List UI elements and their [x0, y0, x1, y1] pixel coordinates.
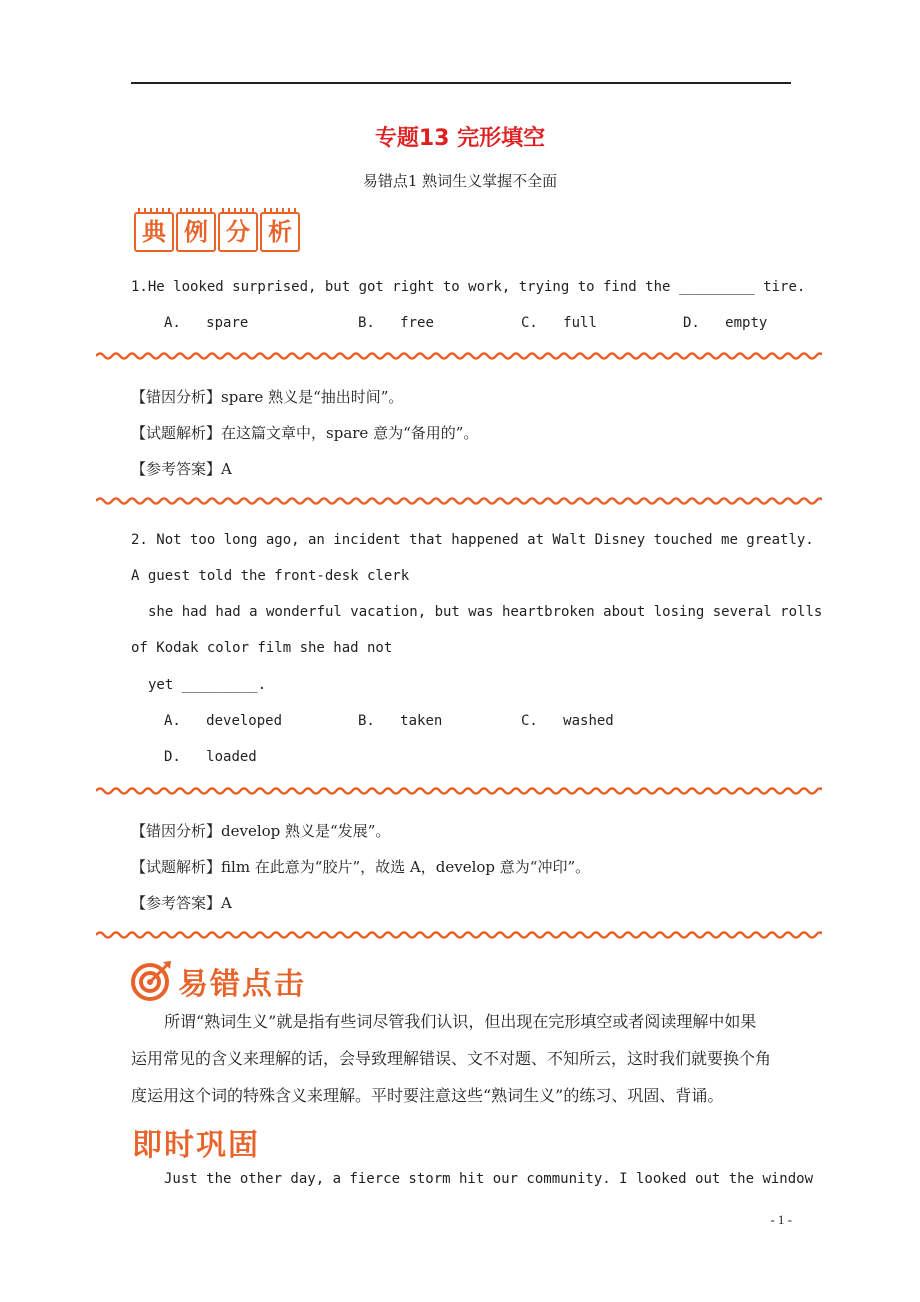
question-2-line: 2. Not too long ago, an incident that happened at Walt Disney touched me greatly. — [131, 532, 814, 548]
option-text: developed — [206, 713, 283, 729]
option-text: spare — [206, 315, 249, 331]
wavy-divider — [96, 350, 822, 362]
option-text: empty — [725, 315, 768, 331]
tips-line: 运用常见的含义来理解的话，会导致理解错误、文不对题、不知所云，这时我们就要换个角 — [131, 1049, 772, 1068]
analysis-text: film 在此意为“胶片”，故选 A，develop 意为“冲印”。 — [221, 858, 591, 876]
question-2-line: A guest told the front-desk clerk — [131, 568, 410, 584]
q2-option-b — [358, 713, 442, 729]
analysis-label: 【参考答案】 — [131, 894, 222, 912]
option-letter: B. — [358, 713, 375, 729]
q2-option-a — [164, 713, 282, 729]
wavy-divider — [96, 495, 822, 507]
analysis-text: spare 熟义是“抽出时间”。 — [221, 388, 404, 406]
option-letter: C. — [521, 315, 538, 331]
q2-answer — [131, 892, 232, 913]
q2-analysis-reason — [131, 820, 390, 841]
question-2-line: of Kodak color film she had not — [131, 640, 393, 656]
option-letter: A. — [164, 713, 181, 729]
question-1-stem: 1.He looked surprised, but got right to work, trying to find the _________ tire. — [131, 279, 806, 295]
q1-option-b — [358, 315, 434, 331]
question-2-line: she had had a wonderful vacation, but was heartbroken about losing several rolls — [148, 604, 823, 620]
practice-line: Just the other day, a fierce storm hit our community. I looked out the window — [164, 1171, 814, 1187]
analysis-label: 【试题解析】 — [131, 858, 222, 876]
badge-char: 分 — [218, 212, 258, 252]
analysis-text: A — [221, 894, 232, 912]
option-text: full — [563, 315, 597, 331]
option-text: loaded — [206, 749, 257, 765]
wavy-divider — [96, 785, 822, 797]
analysis-text: A — [221, 460, 232, 478]
wavy-divider — [96, 929, 822, 941]
option-text: free — [400, 315, 434, 331]
page-title: 专题13 完形填空 — [374, 126, 546, 151]
page-subtitle: 易错点1 熟词生义掌握不全面 — [362, 172, 558, 190]
option-letter: A. — [164, 315, 181, 331]
q1-option-c — [521, 315, 597, 331]
analysis-label: 【参考答案】 — [131, 460, 222, 478]
option-text: taken — [400, 713, 443, 729]
option-letter: D. — [164, 749, 181, 765]
q1-analysis-reason — [131, 386, 403, 407]
q1-option-d — [683, 315, 767, 331]
page-number: - 1 - — [770, 1212, 792, 1227]
section-badge — [134, 210, 304, 254]
tips-heading: 易错点击 — [178, 967, 306, 1002]
practice-heading: 即时巩固 — [132, 1128, 260, 1163]
analysis-label: 【错因分析】 — [131, 388, 222, 406]
analysis-text: develop 熟义是“发展”。 — [221, 822, 391, 840]
q1-analysis-explain — [131, 422, 478, 443]
badge-char: 典 — [134, 212, 174, 252]
option-letter: D. — [683, 315, 700, 331]
q2-option-c — [521, 713, 614, 729]
analysis-label: 【试题解析】 — [131, 424, 222, 442]
badge-char: 析 — [260, 212, 300, 252]
analysis-label: 【错因分析】 — [131, 822, 222, 840]
option-text: washed — [563, 713, 614, 729]
option-letter: B. — [358, 315, 375, 331]
analysis-text: 在这篇文章中，spare 意为“备用的”。 — [221, 424, 479, 442]
q1-option-a — [164, 315, 248, 331]
badge-char: 例 — [176, 212, 216, 252]
question-2-line: yet _________. — [148, 677, 267, 693]
q2-option-d — [164, 749, 257, 765]
q1-answer — [131, 458, 232, 479]
tips-line: 度运用这个词的特殊含义来理解。平时要注意这些“熟词生义”的练习、巩固、背诵。 — [131, 1086, 724, 1105]
tips-line: 所谓“熟词生义”就是指有些词尽管我们认识，但出现在完形填空或者阅读理解中如果 — [164, 1012, 757, 1031]
option-letter: C. — [521, 713, 538, 729]
target-icon — [130, 958, 174, 1002]
q2-analysis-explain — [131, 856, 590, 877]
header-rule — [131, 82, 791, 84]
